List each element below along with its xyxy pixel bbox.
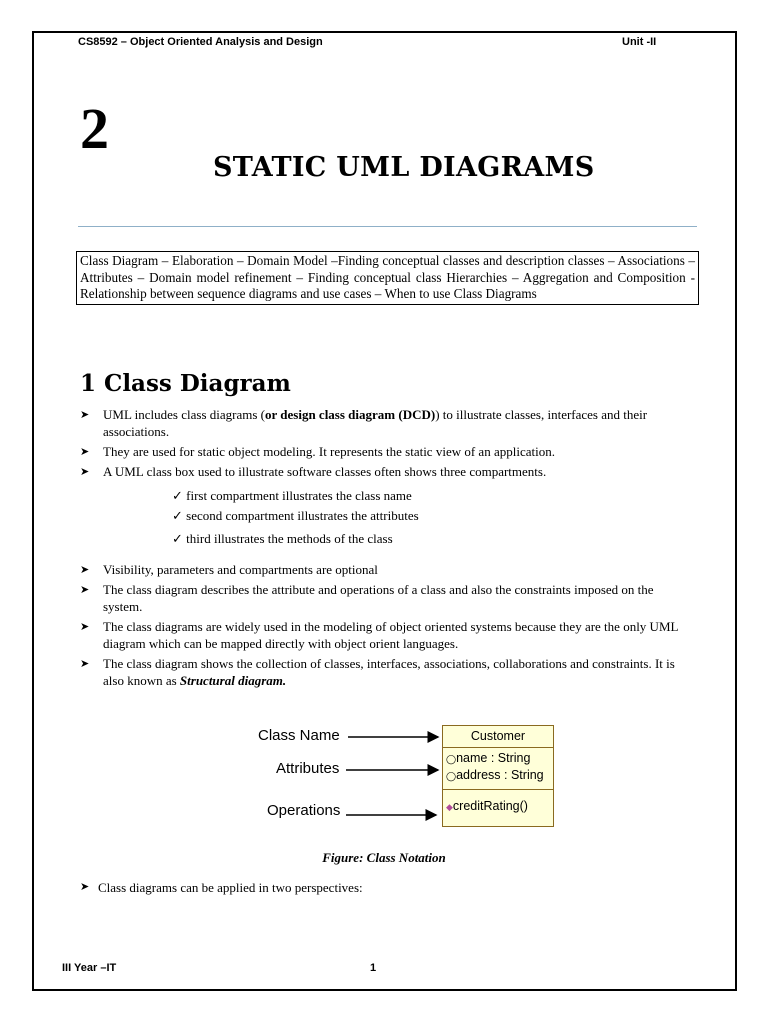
attribute-icon: ◯ (446, 771, 457, 781)
chapter-number: 2 (80, 96, 109, 161)
list-item: ➤ The class diagrams are widely used in the modeling of object oriented systems because they are the only UML diagram which can be mapped directly with object orient languages. (80, 619, 678, 651)
topics-box: Class Diagram – Elaboration – Domain Model –Finding conceptual classes and description classes – Associations – Attributes – Domain model refinement – Finding conceptual class Hierarchies – Aggregation and Composition -Relationship between sequence diagrams and use cases – When to use Class Diagrams (76, 251, 699, 305)
list-item: ➤ Visibility, parameters and compartments are optional (80, 562, 378, 577)
attribute-row: ◯address : String (446, 768, 544, 782)
list-item: ➤ The class diagram shows the collection of classes, interfaces, associations, collaborations and constraints. It is also known as Structural diagram. (80, 656, 675, 688)
header-unit: Unit -II (622, 36, 657, 48)
operation-name: creditRating() (452, 799, 528, 813)
arrow-bullet-icon: ➤ (80, 583, 90, 596)
check-item: ✓ third illustrates the methods of the class (172, 531, 393, 546)
section-title: 1 Class Diagram (80, 370, 291, 397)
check-icon: ✓ (172, 508, 183, 523)
attribute-row: ◯name : String (446, 751, 531, 765)
chapter-title: STATIC UML DIAGRAMS (213, 152, 595, 183)
check-item: ✓ first compartment illustrates the class name (172, 488, 412, 503)
label-operations: Operations (267, 802, 341, 819)
list-item: ➤ They are used for static object modeling. It represents the static view of an application. (80, 444, 555, 459)
bullet-list-2 (80, 561, 688, 692)
arrow-bullet-icon: ➤ (80, 445, 90, 458)
class-notation-figure (240, 720, 570, 835)
arrow-bullet-icon: ➤ (80, 563, 90, 576)
footer-page-number: 1 (370, 962, 377, 974)
operation-icon: ◆ (446, 802, 453, 812)
label-attributes: Attributes (276, 760, 340, 777)
class-name: Customer (470, 729, 526, 743)
list-item: ➤ The class diagram describes the attribute and operations of a class and also the constraints imposed on the system. (80, 582, 654, 614)
list-item: ➤ A UML class box used to illustrate software classes often shows three compartments. (80, 464, 547, 479)
class-name-compartment (443, 726, 553, 748)
attributes-compartment (443, 748, 553, 790)
label-class-name: Class Name (258, 727, 340, 744)
arrow-bullet-icon: ➤ (80, 465, 90, 478)
arrow-bullet-icon: ➤ (80, 408, 90, 421)
bullet-list-1 (80, 406, 688, 483)
list-item: ➤ UML includes class diagrams (or design class diagram (DCD)) to illustrate classes, interfaces and their associations. (80, 407, 648, 439)
list-item: ➤ Class diagrams can be applied in two perspectives: (80, 880, 363, 895)
check-item: ✓ second compartment illustrates the attributes (172, 508, 419, 523)
figure-caption: Figure: Class Notation (322, 850, 446, 865)
footer-year: III Year –IT (62, 962, 117, 974)
arrow-bullet-icon: ➤ (80, 657, 90, 670)
header-course: CS8592 – Object Oriented Analysis and Design (78, 36, 323, 48)
check-icon: ✓ (172, 531, 183, 546)
check-icon: ✓ (172, 488, 183, 503)
arrow-bullet-icon: ➤ (80, 620, 90, 633)
attribute-icon: ◯ (446, 754, 457, 764)
arrow-bullet-icon: ➤ (80, 880, 90, 893)
operations-compartment (443, 790, 553, 815)
check-list (172, 486, 419, 549)
title-rule (78, 226, 697, 227)
uml-class-box (442, 725, 554, 827)
